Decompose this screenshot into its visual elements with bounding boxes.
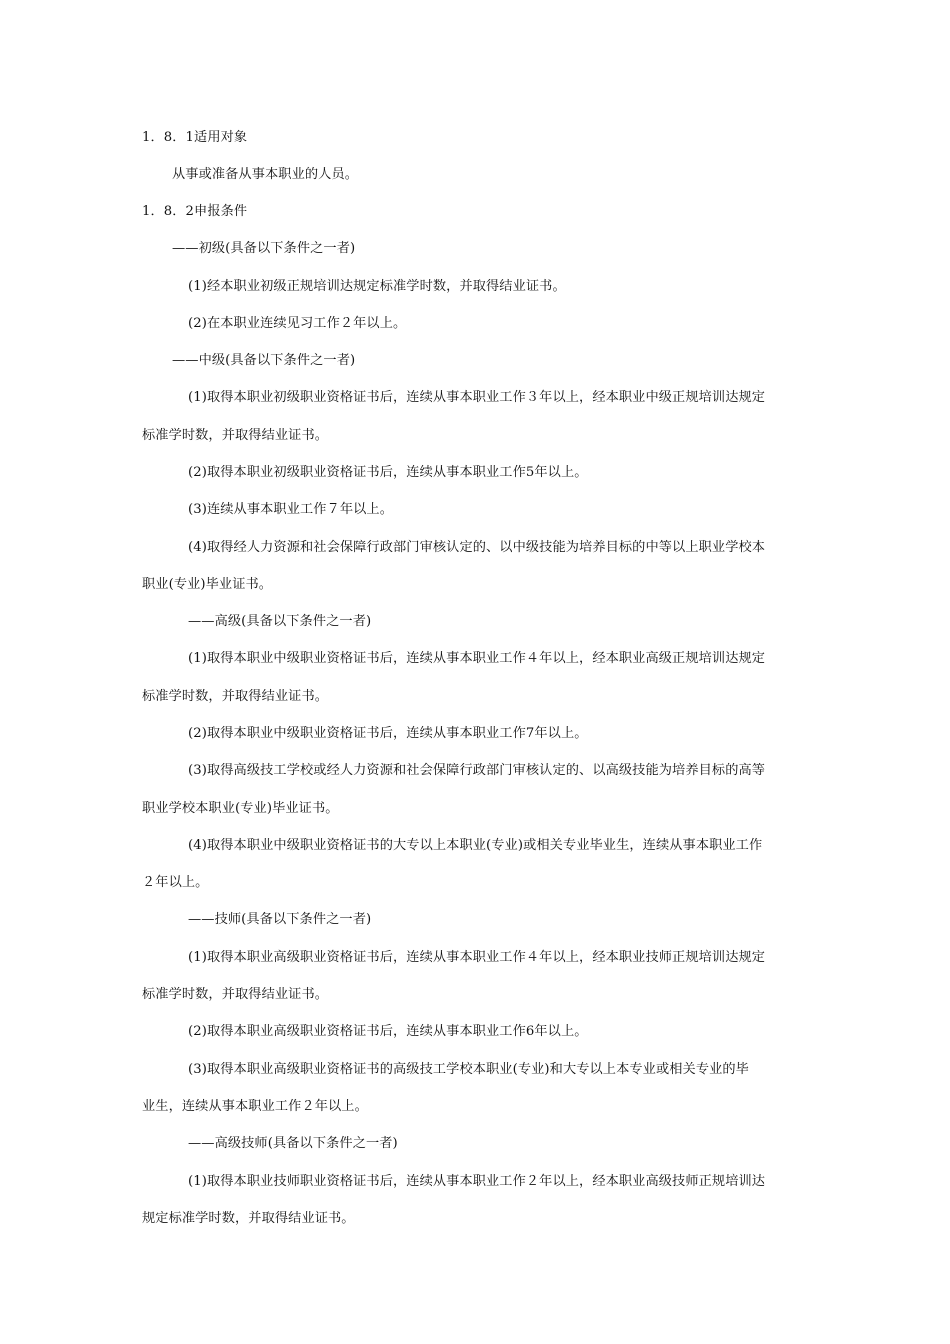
paragraph-continuation: 标准学时数，并取得结业证书。 <box>142 428 329 443</box>
paragraph: (1)取得本职业高级职业资格证书后，连续从事本职业工作４年以上，经本职业技师正规培训达规定 <box>188 950 766 965</box>
level-heading-technician: ——技师(具备以下条件之一者) <box>188 912 372 927</box>
paragraph: (2)取得本职业初级职业资格证书后，连续从事本职业工作5年以上。 <box>188 465 588 480</box>
paragraph: (2)取得本职业高级职业资格证书后，连续从事本职业工作6年以上。 <box>188 1024 588 1039</box>
level-heading-junior: ——初级(具备以下条件之一者) <box>172 241 356 256</box>
paragraph-continuation: 规定标准学时数，并取得结业证书。 <box>142 1211 355 1226</box>
paragraph-continuation: 标准学时数，并取得结业证书。 <box>142 689 329 704</box>
paragraph-continuation: 标准学时数，并取得结业证书。 <box>142 987 329 1002</box>
level-heading-senior-technician: ——高级技师(具备以下条件之一者) <box>188 1136 398 1151</box>
paragraph: (1)经本职业初级正规培训达规定标准学时数，并取得结业证书。 <box>188 279 566 294</box>
paragraph: (3)取得本职业高级职业资格证书的高级技工学校本职业(专业)和大专以上本专业或相关专业的毕 <box>188 1062 749 1077</box>
paragraph: 从事或准备从事本职业的人员。 <box>172 167 359 182</box>
paragraph: (2)取得本职业中级职业资格证书后，连续从事本职业工作7年以上。 <box>188 726 588 741</box>
paragraph: (4)取得本职业中级职业资格证书的大专以上本职业(专业)或相关专业毕业生，连续从事本职业工作 <box>188 838 763 853</box>
paragraph-continuation: 职业学校本职业(专业)毕业证书。 <box>142 801 339 816</box>
paragraph: (3)取得高级技工学校或经人力资源和社会保障行政部门审核认定的、以高级技能为培养目标的高等 <box>188 763 766 778</box>
paragraph-continuation: ２年以上。 <box>142 875 209 890</box>
paragraph: (2)在本职业连续见习工作２年以上。 <box>188 316 407 331</box>
section-heading-1-8-1: 1．8．1适用对象 <box>142 130 248 145</box>
paragraph: (1)取得本职业技师职业资格证书后，连续从事本职业工作２年以上，经本职业高级技师正规培训达 <box>188 1174 766 1189</box>
level-heading-senior: ——高级(具备以下条件之一者) <box>188 614 372 629</box>
level-heading-intermediate: ——中级(具备以下条件之一者) <box>172 353 356 368</box>
paragraph: (1)取得本职业初级职业资格证书后，连续从事本职业工作３年以上，经本职业中级正规培训达规定 <box>188 390 766 405</box>
paragraph: (1)取得本职业中级职业资格证书后，连续从事本职业工作４年以上，经本职业高级正规培训达规定 <box>188 651 766 666</box>
paragraph: (4)取得经人力资源和社会保障行政部门审核认定的、以中级技能为培养目标的中等以上职业学校本 <box>188 540 766 555</box>
paragraph-continuation: 职业(专业)毕业证书。 <box>142 577 273 592</box>
paragraph-continuation: 业生，连续从事本职业工作２年以上。 <box>142 1099 368 1114</box>
section-heading-1-8-2: 1．8．2申报条件 <box>142 204 248 219</box>
paragraph: (3)连续从事本职业工作７年以上。 <box>188 502 394 517</box>
